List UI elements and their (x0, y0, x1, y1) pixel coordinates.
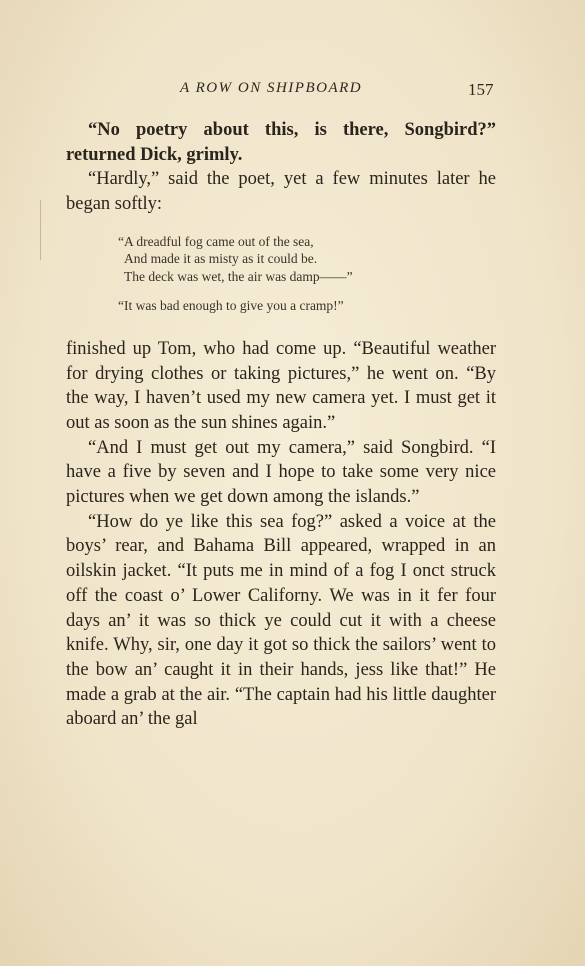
verse-line-1: “A dreadful fog came out of the sea, (118, 233, 314, 249)
paragraph-poet-begins: “Hardly,” said the poet, yet a few minutes later he began softly: (66, 169, 496, 215)
paragraph-dick-reply: “No poetry about this, is there, Songbird?” returned Dick, grimly. (66, 120, 496, 165)
paragraph-songbird-camera: “And I must get out my camera,” said Songbird. “I have a five by seven and I hope to take some very nice pictures when we get down among the islands.” (66, 437, 496, 508)
paragraph-tom-finishes: finished up Tom, who had come up. “Beautiful weather for drying clothes or taking pictures,” he went on. “By the way, I haven’t used my new camera yet. I must get it out as soon as the sun shines again.” (66, 338, 496, 433)
running-title: A ROW ON SHIPBOARD (180, 80, 363, 96)
verse-line-4: “It was bad enough to give you a cramp!” (118, 298, 344, 314)
page-number: 157 (468, 80, 494, 99)
verse-block (118, 233, 496, 286)
text-block (66, 118, 496, 732)
page-header (0, 80, 585, 104)
margin-mark (40, 200, 41, 260)
paragraph-bahama-bill: “How do ye like this sea fog?” asked a voice at the boys’ rear, and Bahama Bill appeared, wrapped in an oilskin jacket. “It puts me in mind of a fog I onct struck off the coast o’ Lower Californy. We was in it fer four days an’ it was so thick ye could cut it with a cheese knife. Why, sir, one day it got so thick the sailors’ went to the bow an’ caught it in their hands, jess like that!” He made a grab at the air. “The captain had his little daughter aboard an’ the gal (66, 511, 496, 730)
verse-line-2: And made it as misty as it could be. (124, 251, 318, 267)
verse-line-3: The deck was wet, the air was damp——” (124, 268, 353, 284)
